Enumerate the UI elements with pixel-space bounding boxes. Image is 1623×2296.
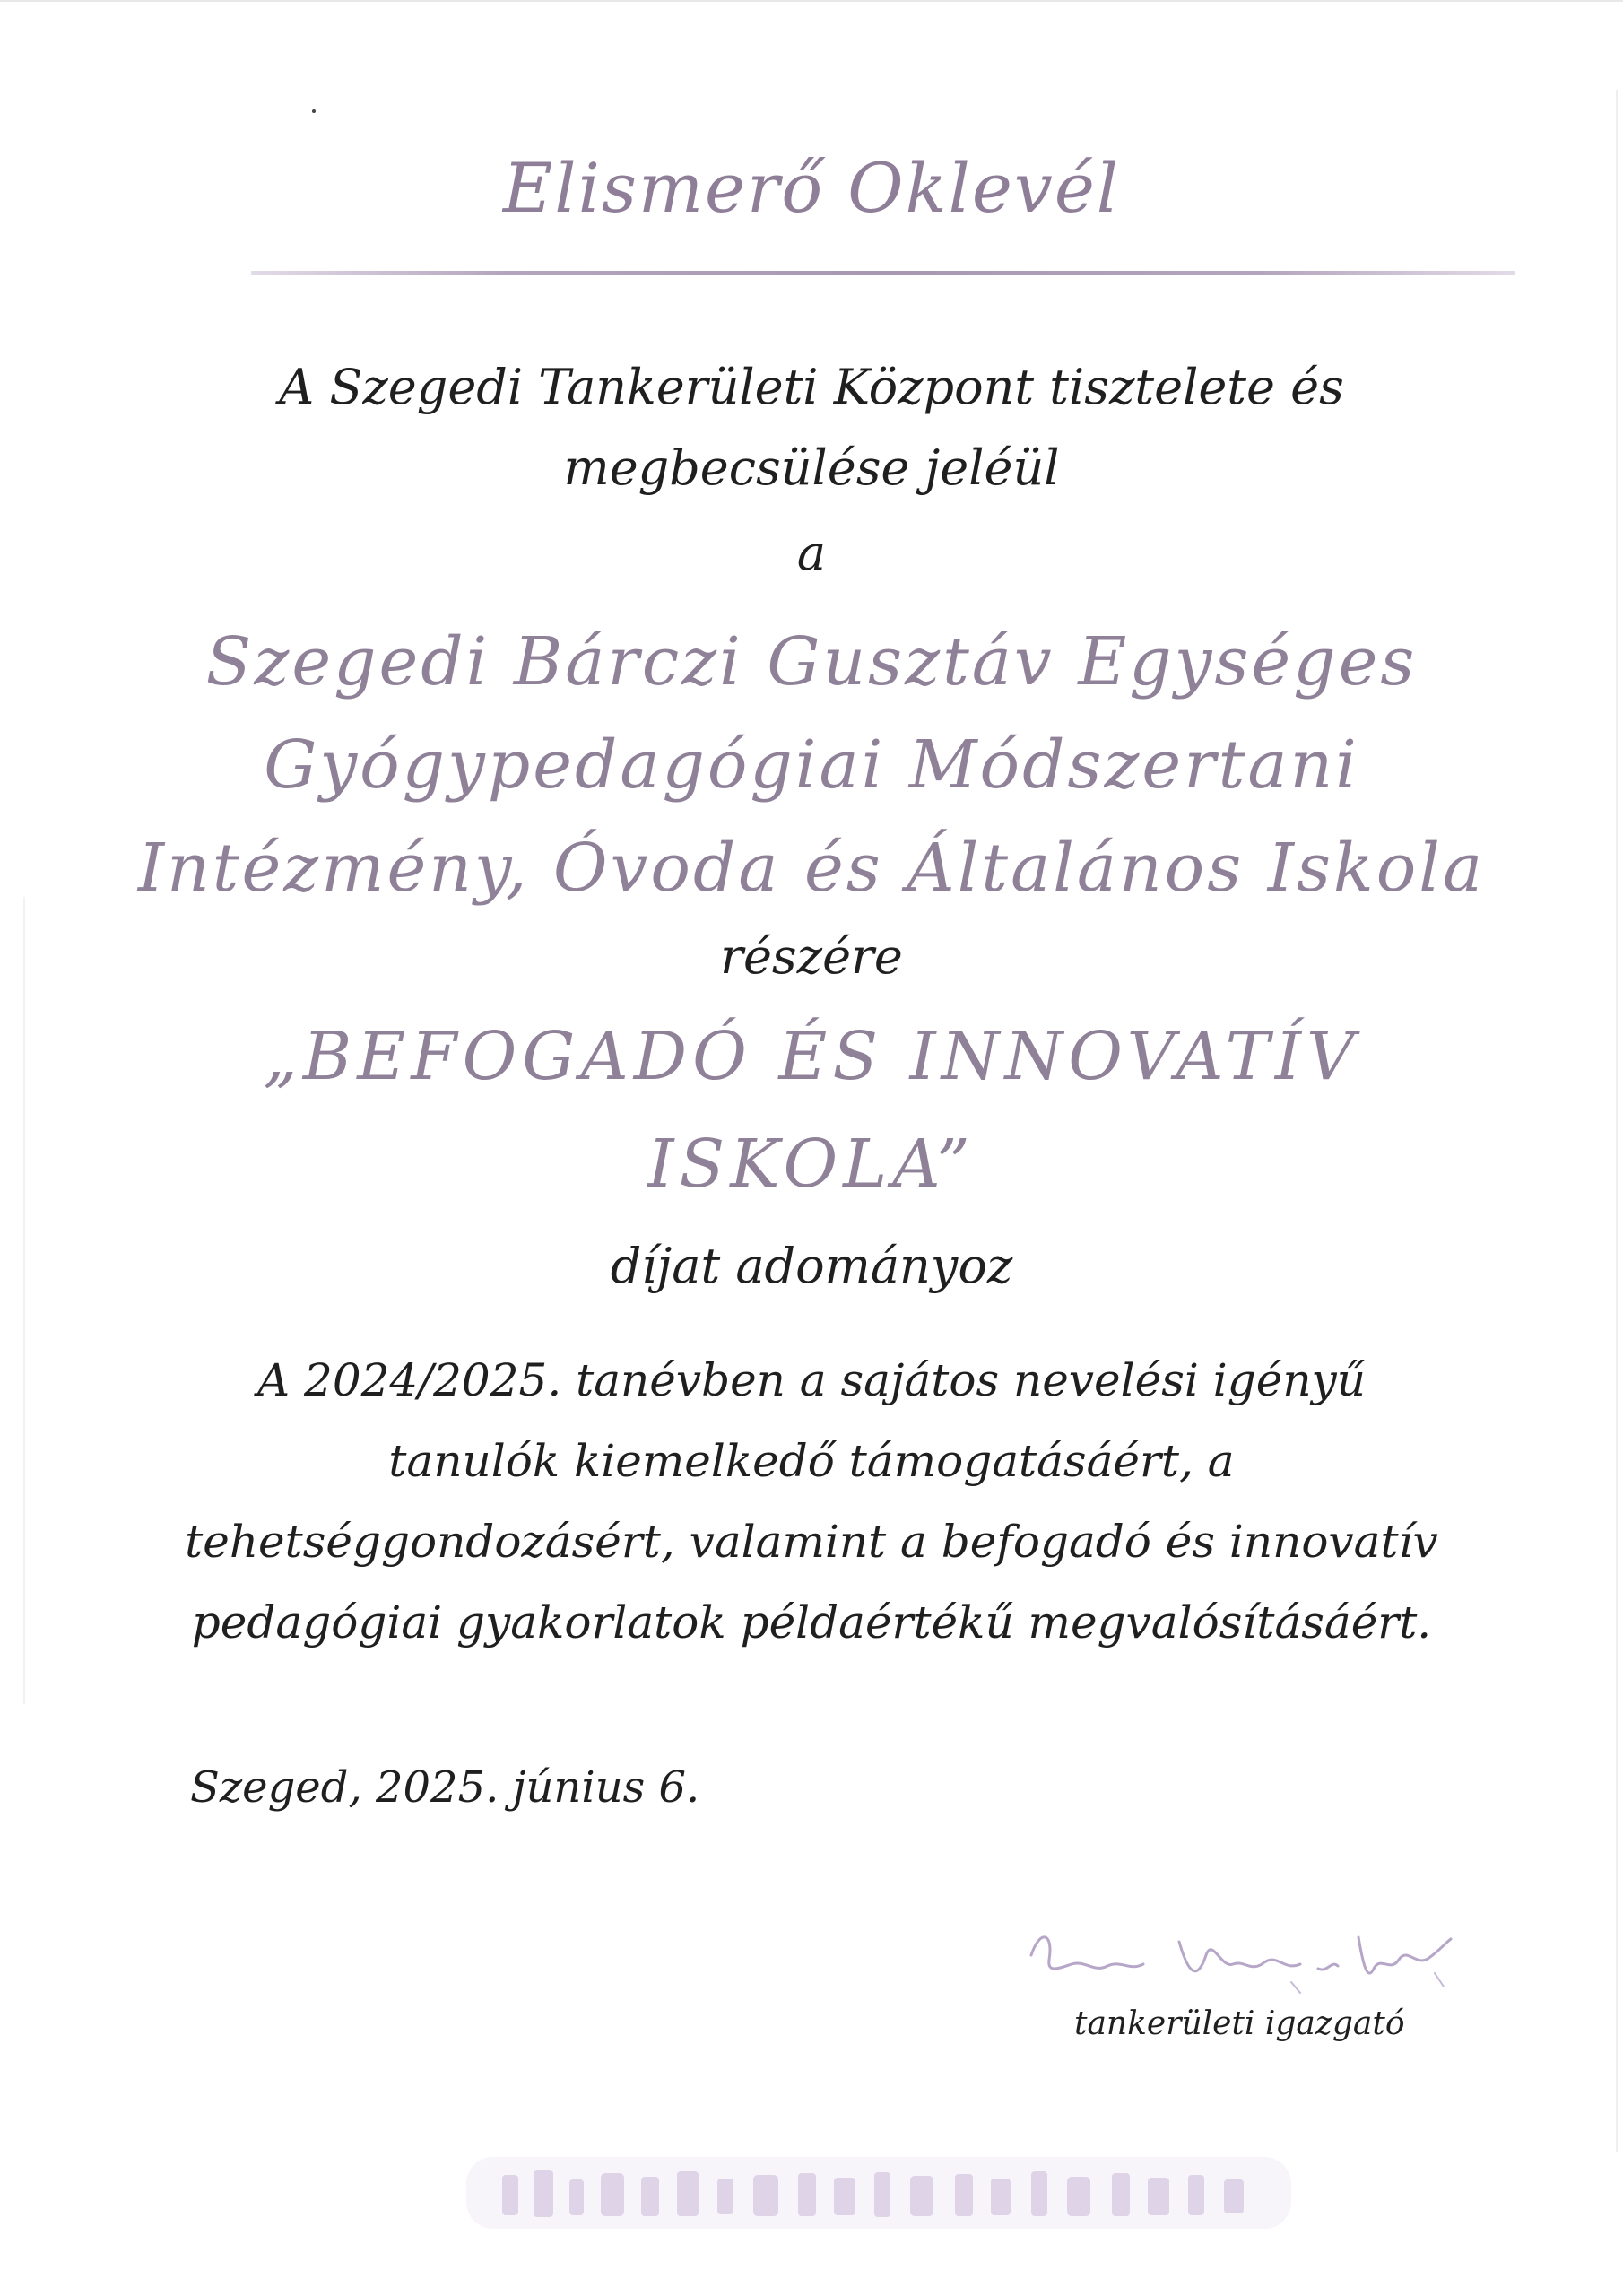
reason-line-2: tanulók kiemelkedő támogatásáért, a [388,1435,1235,1487]
scan-edge-top [0,0,1623,2]
institution-line-1: Szegedi Bárczi Gusztáv Egységes [205,623,1418,700]
intro-article: a [796,525,827,581]
intro-line-1: A Szegedi Tankerületi Központ tisztelete és [279,359,1344,415]
award-name-line-2: ISKOLA” [647,1126,976,1203]
for-label: részére [720,928,903,985]
reason-line-4: pedagógiai gyakorlatok példaértékű megvalósításáért. [191,1596,1432,1648]
award-name-line-1: „BEFOGADÓ ÉS INNOVATÍV [263,1018,1360,1095]
title-divider [251,271,1515,275]
place-and-date: Szeged, 2025. június 6. [190,1762,700,1813]
signer-title: tankerületi igazgató [1074,2005,1405,2042]
intro-line-2: megbecsülése jeléül [563,439,1060,496]
reason-line-3: tehetséggondozásért, valamint a befogadó és innovatív [185,1516,1438,1568]
grants-label: díjat adományoz [610,1238,1013,1294]
scan-speck [312,109,316,113]
reason-line-1: A 2024/2025. tanévben a sajátos nevelési igényű [257,1354,1366,1406]
institution-line-2: Gyógypedagógiai Módszertani [264,726,1359,804]
institution-line-3: Intézmény, Óvoda és Általános Iskola [137,830,1486,907]
certificate-title: Elismerő Oklevél [502,148,1121,228]
faint-stamp-mark [466,2148,1291,2238]
handwritten-signature [1022,1919,1471,2000]
